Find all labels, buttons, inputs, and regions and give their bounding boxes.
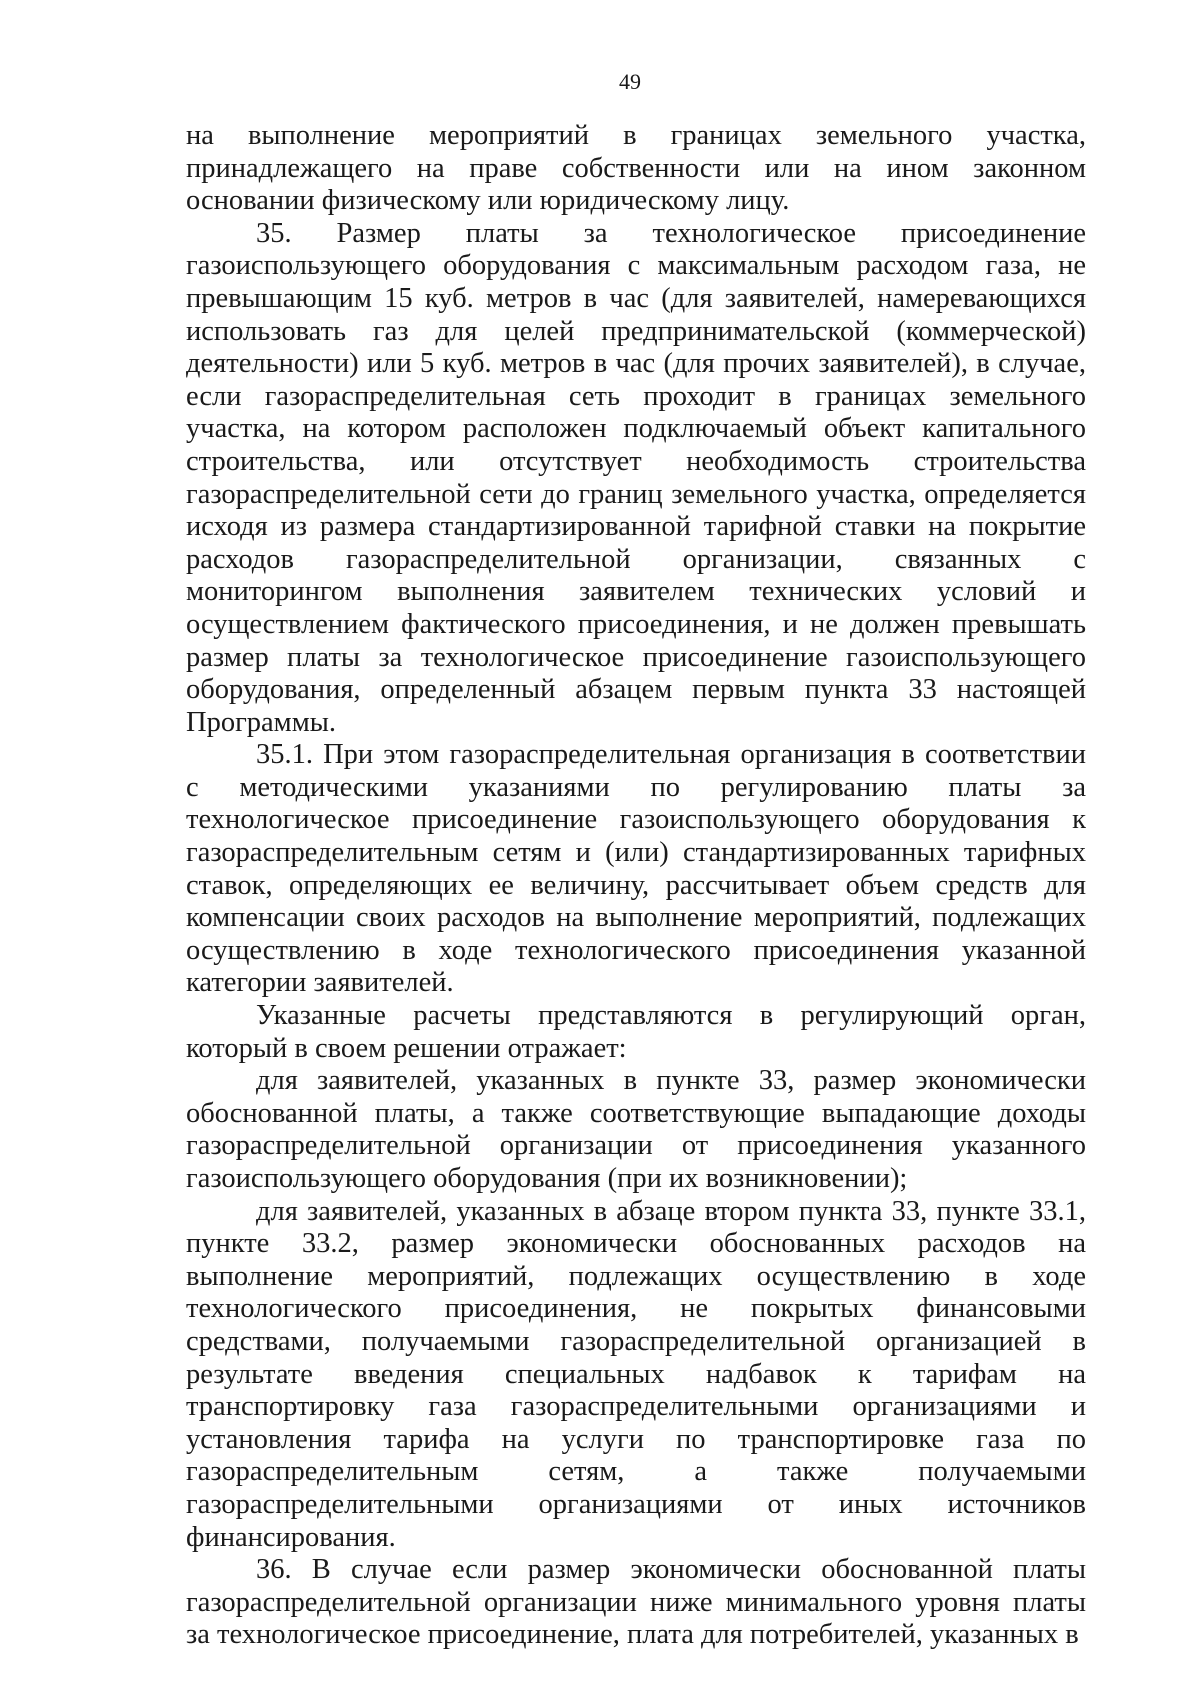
paragraph-calculations: Указанные расчеты представляются в регулирующий орган, который в своем решении отражает:	[186, 1000, 1086, 1064]
page-number: 49	[619, 69, 641, 94]
document-body	[186, 120, 1086, 1652]
paragraph-applicants-33: для заявителей, указанных в пункте 33, размер экономически обоснованной платы, а также соответствующие выпадающие доходы газораспределительной организации от присоединения указанного газоиспользующего оборудования (при их возникновении);	[186, 1065, 1086, 1194]
paragraph-applicants-33-2: для заявителей, указанных в абзаце втором пункта 33, пункте 33.1, пункте 33.2, размер экономически обоснованных расходов на выполнение мероприятий, подлежащих осуществлению в ходе технологического присоединения, не покрытых финансовыми средствами, получаемыми газораспределительной организацией в результате введения специальных надбавок к тарифам на транспортировку газа газораспределительными организациями и установления тарифа на услуги по транспортировке газа по газораспределительным сетям, а также получаемыми газораспределительными организациями от иных источников финансирования.	[186, 1195, 1086, 1553]
paragraph-36: 36. В случае если размер экономически обоснованной платы газораспределительной организации ниже минимального уровня платы за технологическое присоединение, плата для потребителей, указанных в	[186, 1554, 1086, 1651]
paragraph-35: 35. Размер платы за технологическое присоединение газоиспользующего оборудования с максимальным расходом газа, не превышающим 15 куб. метров в час (для заявителей, намеревающихся использовать газ для целей предпринимательской (коммерческой) деятельности) или 5 куб. метров в час (для прочих заявителей), в случае, если газораспределительная сеть проходит в границах земельного участка, на котором расположен подключаемый объект капитального строительства, или отсутствует необходимость строительства газораспределительной сети до границ земельного участка, определяется исходя из размера стандартизированной тарифной ставки на покрытие расходов газораспределительной организации, связанных с мониторингом выполнения заявителем технических условий и осуществлением фактического присоединения, и не должен превышать размер платы за технологическое присоединение газоиспользующего оборудования, определенный абзацем первым пункта 33 настоящей Программы.	[186, 217, 1086, 738]
paragraph-35-1: 35.1. При этом газораспределительная организация в соответствии с методическими указаниями по регулированию платы за технологическое присоединение газоиспользующего оборудования к газораспределительным сетям и (или) стандартизированных тарифных ставок, определяющих ее величину, рассчитывает объем средств для компенсации своих расходов на выполнение мероприятий, подлежащих осуществлению в ходе технологического присоединения указанной категории заявителей.	[186, 739, 1086, 999]
paragraph-continuation: на выполнение мероприятий в границах земельного участка, принадлежащего на праве собственности или на ином законном основании физическому или юридическому лицу.	[186, 120, 1086, 217]
